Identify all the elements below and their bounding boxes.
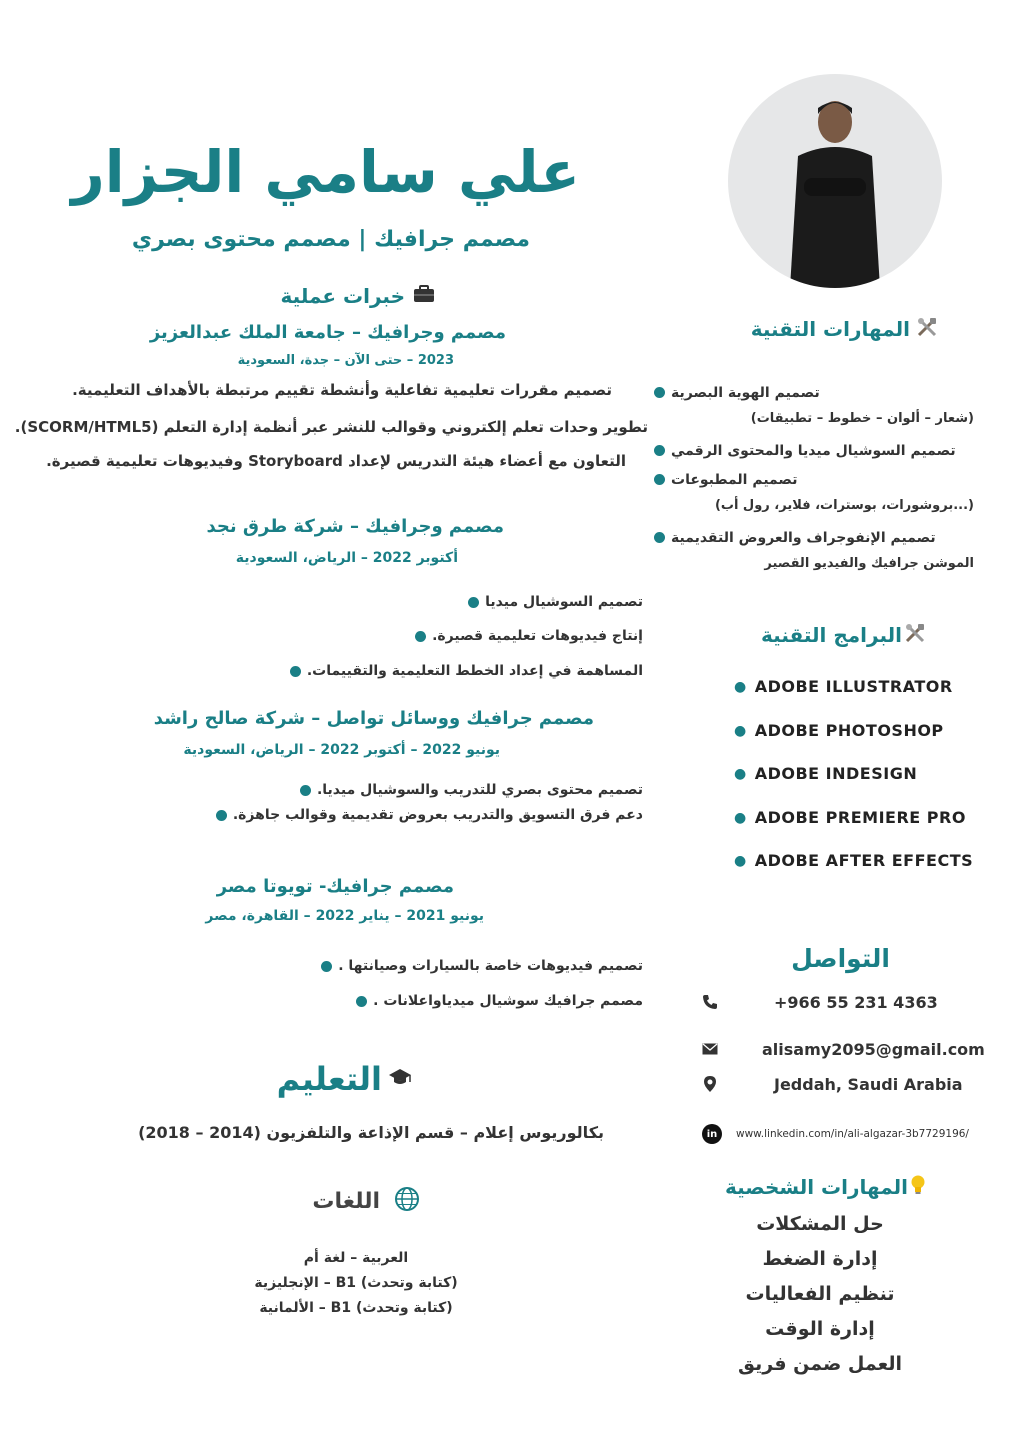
- bullet-dot: ●: [734, 722, 747, 739]
- soft-skill-item: إدارة الوقت: [765, 1318, 875, 1340]
- bullet-text: مصمم جرافيك سوشيال ميدياواعلانات .: [373, 993, 643, 1009]
- bullet-text: المساهمة في إعداد الخطط التعليمية والتقييمات.: [306, 663, 643, 679]
- job-4-bullet: [321, 958, 643, 974]
- program-item: [734, 721, 944, 740]
- job-2-bullet: [415, 628, 643, 644]
- bullet-dot: [356, 996, 367, 1007]
- language-item: (كتابة وتحدث) B1 – الإنجليزية: [254, 1275, 458, 1291]
- contact-phone-row: [700, 992, 990, 1012]
- bullet-text: تصميم فيديوهات خاصة بالسيارات وصيانتها .: [338, 958, 643, 974]
- program-name: ADOBE INDESIGN: [754, 764, 918, 783]
- bullet-dot: [216, 810, 227, 821]
- language-item: العربية – لغة أم: [303, 1250, 409, 1266]
- skill-text: تصميم الهوية البصرية: [671, 384, 820, 401]
- job-1-title: مصمم وجرافيك – جامعة الملك عبدالعزيز: [149, 322, 506, 343]
- bullet-dot: [654, 474, 665, 485]
- bullet-dot: [654, 532, 665, 543]
- globe-icon: [394, 1186, 420, 1216]
- tech-skills-list: [654, 382, 994, 577]
- contact-linkedin-row: [702, 1124, 1002, 1144]
- job-4-bullet: [356, 993, 643, 1009]
- email-address[interactable]: alisamy2095@gmail.com: [762, 1039, 985, 1059]
- skill-text: تصميم الإنفوجراف والعروض التقديمية: [671, 529, 936, 546]
- job-2-bullet: [468, 594, 643, 610]
- education-heading: [240, 1060, 412, 1098]
- program-name: ADOBE ILLUSTRATOR: [754, 677, 953, 696]
- bullet-dot: ●: [734, 765, 747, 782]
- language-item: (كتابة وتحدث) B1 – الألمانية: [259, 1300, 453, 1316]
- job-4-date: يونيو 2021 – يناير 2022 – القاهرة، مصر: [205, 908, 484, 924]
- soft-skill-item: إدارة الضغط: [762, 1248, 878, 1270]
- lightbulb-icon: [910, 1174, 926, 1200]
- job-1-line: تصميم مقررات تعليمية تفاعلية وأنشطة تقييم مرتبطة بالأهداف التعليمية.: [72, 381, 612, 399]
- bullet-dot: [300, 785, 311, 796]
- soft-skill-item: حل المشكلات: [756, 1213, 884, 1235]
- soft-skills-heading: [700, 1174, 926, 1200]
- program-item: [734, 677, 953, 696]
- profile-photo: [728, 74, 942, 288]
- job-1-line: تطوير وحدات تعلم إلكتروني وقوالب للنشر عبر أنظمة إدارة التعلم (SCORM/HTML5).: [14, 418, 648, 436]
- job-2-title: مصمم وجرافيك – شركة طرق نجد: [206, 516, 504, 537]
- tech-skill-detail: (...بروشورات، بوسترات، فلاير، رول أب): [714, 498, 974, 513]
- skill-text: تصميم المطبوعات: [671, 471, 798, 488]
- education-degree: بكالوريوس إعلام – قسم الإذاعة والتلفزيون (2014 – 2018): [138, 1123, 604, 1142]
- linkedin-icon: in: [702, 1124, 722, 1144]
- tech-skill-item: [654, 527, 994, 548]
- location-text: Jeddah, Saudi Arabia: [774, 1074, 963, 1094]
- soft-skills-title: المهارات الشخصية: [724, 1175, 908, 1199]
- graduation-cap-icon: [388, 1067, 412, 1091]
- job-3-date: يونيو 2022 – أكتوبر 2022 – الرياض، السعودية: [183, 742, 500, 758]
- tech-skill-item: [654, 440, 994, 461]
- job-3-bullet: [216, 807, 643, 823]
- bullet-dot: [290, 666, 301, 677]
- tools-icon: [916, 316, 938, 342]
- phone-number[interactable]: +966 55 231 4363: [774, 992, 938, 1012]
- phone-icon: [700, 992, 720, 1012]
- job-3-title: مصمم جرافيك ووسائل تواصل – شركة صالح راشد: [153, 708, 594, 729]
- soft-skill-item: العمل ضمن فريق: [737, 1353, 902, 1375]
- envelope-icon: [700, 1039, 720, 1059]
- linkedin-url[interactable]: www.linkedin.com/in/ali-algazar-3b7729196/: [736, 1128, 969, 1140]
- job-headline: مصمم جرافيك | مصمم محتوى بصري: [131, 227, 530, 252]
- education-title: التعليم: [276, 1060, 382, 1098]
- program-name: ADOBE PREMIERE PRO: [754, 808, 966, 827]
- job-4-title: مصمم جرافيك- تويوتا مصر: [216, 876, 454, 897]
- tech-skills-title: المهارات التقنية: [750, 317, 910, 341]
- bullet-text: تصميم محتوى بصري للتدريب والسوشيال ميديا.: [316, 782, 643, 798]
- program-item: [734, 764, 917, 783]
- program-name: ADOBE PHOTOSHOP: [754, 721, 944, 740]
- bullet-dot: [321, 961, 332, 972]
- bullet-dot: ●: [734, 852, 747, 869]
- contact-location-row: [700, 1074, 990, 1094]
- location-pin-icon: [700, 1074, 720, 1094]
- skill-text: تصميم السوشيال ميديا والمحتوى الرقمي: [671, 442, 956, 459]
- person-silhouette: [728, 74, 942, 288]
- job-3-bullet: [300, 782, 643, 798]
- bullet-dot: ●: [734, 678, 747, 695]
- job-2-date: أكتوبر 2022 – الرياض، السعودية: [235, 550, 458, 566]
- bullet-text: إنتاج فيديوهات تعليمية قصيرة.: [432, 628, 643, 644]
- bullet-dot: [468, 597, 479, 608]
- job-1-line: التعاون مع أعضاء هيئة التدريس لإعداد Storyboard وفيديوهات تعليمية قصيرة.: [46, 452, 626, 470]
- tools-icon: [904, 622, 926, 648]
- program-item: [734, 808, 966, 827]
- briefcase-icon: [413, 285, 435, 307]
- program-name: ADOBE AFTER EFFECTS: [754, 851, 974, 870]
- tech-skill-item: [654, 382, 994, 403]
- contact-email-row: [700, 1039, 1000, 1059]
- bullet-dot: ●: [734, 809, 747, 826]
- bullet-dot: [654, 445, 665, 456]
- programs-heading: [700, 622, 926, 648]
- experience-title: خبرات عملية: [280, 284, 405, 308]
- bullet-text: تصميم السوشيال ميديا: [485, 594, 643, 610]
- tech-skills-heading: [700, 316, 938, 342]
- job-1-date: 2023 – حتى الآن – جدة، السعودية: [237, 353, 454, 368]
- program-item: [734, 851, 973, 870]
- tech-skill-detail: الموشن جرافيك والفيديو القصير: [764, 556, 974, 571]
- bullet-text: دعم فرق التسويق والتدريب بعروض تقديمية وقوالب جاهزة.: [232, 807, 643, 823]
- tech-skill-item: [654, 469, 994, 490]
- bullet-dot: [654, 387, 665, 398]
- programs-title: البرامج التقنية: [761, 623, 902, 647]
- tech-skill-detail: (شعار – ألوان – خطوط – تطبيقات): [750, 411, 974, 426]
- job-2-bullet: [290, 663, 643, 679]
- soft-skill-item: تنظيم الفعاليات: [745, 1283, 895, 1305]
- languages-title: اللغات: [312, 1188, 380, 1214]
- languages-heading: [290, 1186, 420, 1216]
- candidate-name: علي سامي الجزار: [71, 138, 580, 206]
- experience-heading: [240, 284, 435, 308]
- contact-title: التواصل: [791, 944, 890, 973]
- bullet-dot: [415, 631, 426, 642]
